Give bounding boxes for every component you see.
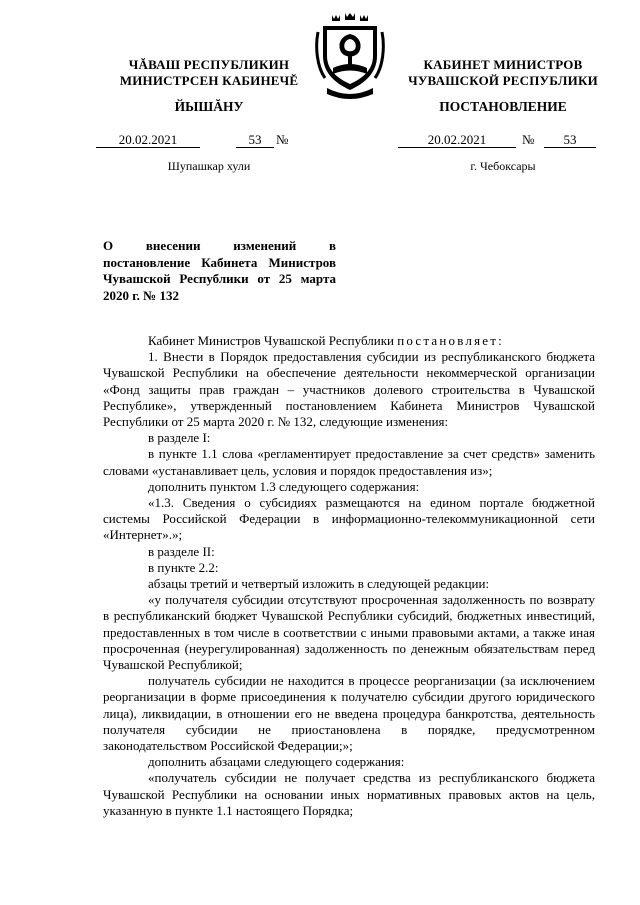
coat-of-arms-icon [315, 12, 385, 102]
intro-verb: постановляет: [397, 333, 504, 348]
date-left-underline [96, 147, 200, 148]
body-paragraph: дополнить абзацами следующего содержания: [148, 754, 405, 770]
date-right-underline [398, 147, 516, 148]
body-paragraph: в пункте 2.2: [148, 559, 219, 575]
date-left: 20.02.2021 [118, 132, 178, 147]
body-paragraph: «1.3. Сведения о субсидиях размещаются на едином портале бюджетной системы Российской Федерации в информационно-телекоммуникационной сети «Интернет».»; [103, 495, 595, 543]
body-paragraph: «у получателя субсидии отсутствуют просроченная задолженность по возврату в республиканский бюджет Чувашской Республики субсидий, бюджетных инвестиций, предоставленных в том числе в соответствии с иными правовыми актами, а также иная просроченная (неурегулированная) задолженность по денежным обязательствам перед Чувашской Республикой; [103, 592, 595, 673]
header-left-line2: МИНИСТРСЕН КАБИНЕЧĔ [119, 73, 299, 88]
header-left-line1: ЧĂВАШ РЕСПУБЛИКИН [128, 57, 290, 72]
body-paragraph: 1. Внести в Порядок предоставления субсидии из республиканского бюджета Чувашской Республики на обеспечение деятельности некоммерческой организации «Фонд защиты прав граждан – участников долевого строительства в Чувашской Республике», утвержденный постановлением Кабинета Министров Чувашской Республики от 25 марта 2020 г. № 132, следующие изменения: [103, 349, 595, 430]
number-sign-right: № [522, 132, 535, 147]
body-paragraph: дополнить пунктом 1.3 следующего содержания: [148, 478, 420, 494]
header-left-doctype: ЙЫШĂНУ [174, 99, 244, 114]
header-right-authority [398, 57, 608, 89]
header-right-line1: КАБИНЕТ МИНИСТРОВ [423, 57, 583, 72]
header-right-line2: ЧУВАШСКОЙ РЕСПУБЛИКИ [408, 73, 598, 88]
body-paragraph: абзацы третий и четвертый изложить в следующей редакции: [148, 576, 490, 592]
body-paragraph: получатель субсидии не находится в процессе реорганизации (за исключением реорганизации в форме присоединения к получателю субсидии другого юридического лица), ликвидации, в отношении его не введена процедура банкротства, деятельность получателя субсидии не приостановлена в порядке, предусмотренном законодательством Российской Федерации;»; [103, 673, 595, 754]
body-paragraph: в разделе II: [148, 543, 215, 559]
body-paragraph: «получатель субсидии не получает средства из республиканского бюджета Чувашской Республики на основании иных нормативных правовых актов на цель, указанную в пункте 1.1 настоящего Порядка; [103, 770, 595, 818]
number-sign-left: № [276, 132, 289, 147]
header-right-doctype: ПОСТАНОВЛЕНИЕ [439, 99, 567, 114]
place-left: Шупашкар хули [167, 159, 251, 173]
header-left-authority [100, 57, 318, 89]
body-paragraph: в разделе I: [148, 430, 211, 446]
date-right: 20.02.2021 [427, 132, 487, 147]
number-right-underline [544, 147, 596, 148]
number-left: 53 [248, 132, 262, 147]
number-left-underline [236, 147, 274, 148]
intro-paragraph [103, 333, 595, 349]
place-right: г. Чебоксары [470, 159, 536, 173]
body-paragraph: в пункте 1.1 слова «регламентирует предоставление за счет средств» заменить словами «устанавливает цель, условия и порядок предоставления из»; [103, 446, 595, 478]
intro-prefix: Кабинет Министров Чувашской Республики [148, 333, 394, 348]
number-right: 53 [563, 132, 577, 147]
document-body [103, 333, 595, 819]
document-title: О внесении изменений в постановление Кабинета Министров Чувашской Республики от 25 марта 2020 г. № 132 [103, 238, 336, 303]
